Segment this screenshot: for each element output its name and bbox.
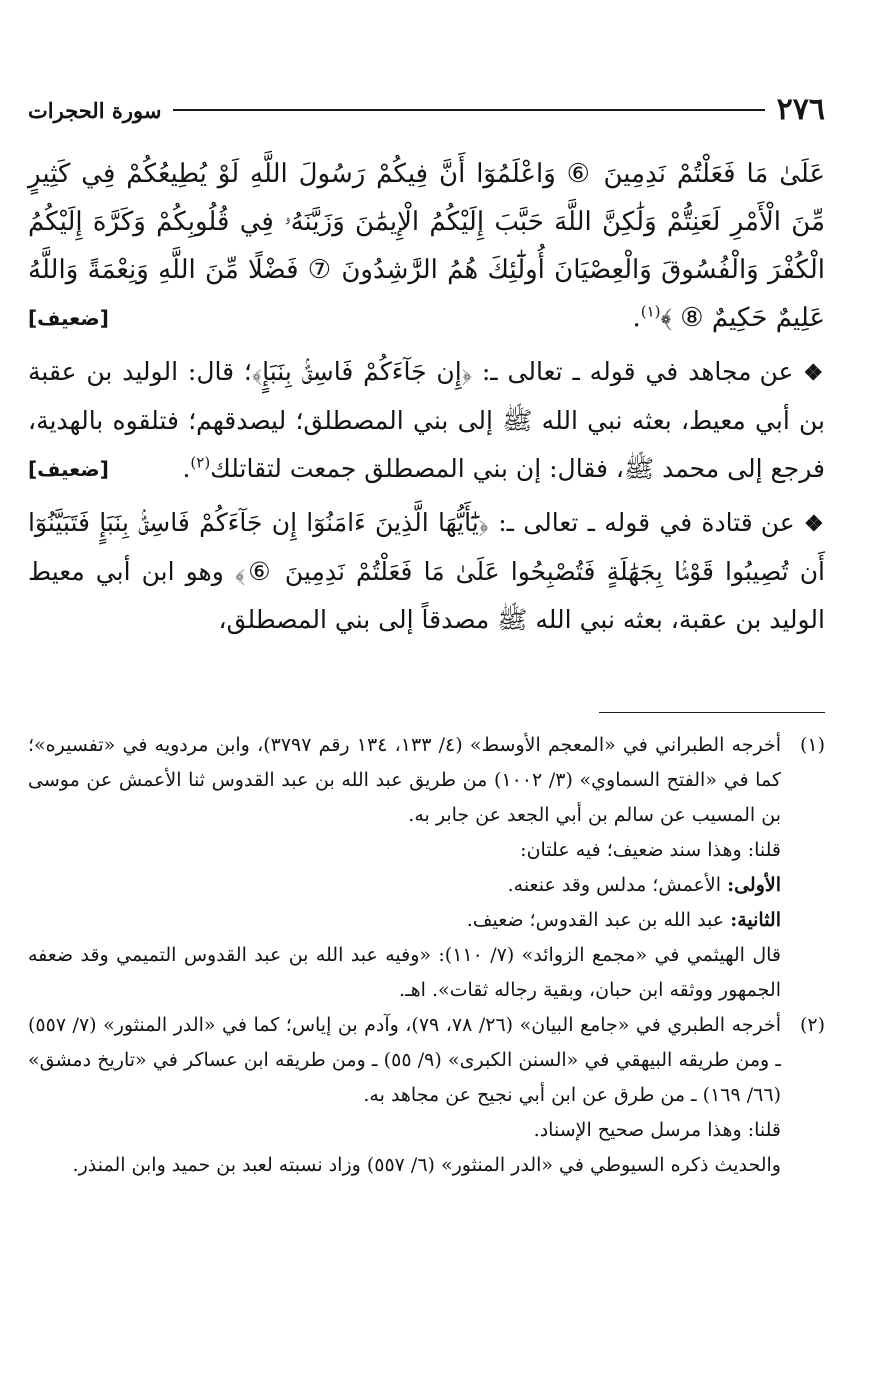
footnote-ref-1[interactable]: (١) (640, 302, 661, 321)
footnote-line: أخرجه الطبراني في «المعجم الأوسط» (٤/ ١٣٣، ١٣٤ رقم ٣٧٩٧)، وابن مردويه في «تفسيره»؛ كما في «الفتح السماوي» (٣/ ١٠٠٢) من طريق عبد الله بن عبد القدوس ثنا الأعمش عن موسى بن المسيب عن سالم بن أبي الجعد عن جابر به. (28, 734, 781, 826)
quran-verse-end: حَكِيمٌ ⑧ ﴾ (660, 303, 768, 333)
footnote-line (28, 868, 781, 903)
main-text (28, 150, 825, 650)
footnote-2 (28, 1008, 825, 1183)
paragraph-qatada (28, 499, 825, 644)
footnote-line (28, 903, 781, 938)
paragraph-mujahid: ❖ عن مجاهد في قوله ـ تعالى ـ: ﴿إِن جَآءَكُمْ فَاسِقٌۢ بِنَبَإٍ﴾؛ قال: الوليد بن عقبة بن أبي معيط، بعثه نبي الله ﷺ إلى بني المصطلق؛ ليصدقهم؛ فتلقوه بالهدية، فرجع إلى محمد ﷺ، فقال: إن بني المصطلق جمعت لتقاتلك$^{(٢)}$. [ضعيف] (28, 348, 825, 493)
quran-verse-text: عَلَىٰ مَا فَعَلْتُمْ نَدِمِينَ ⑥ وَاعْلَمُوٓا أَنَّ فِيكُمْ رَسُولَ اللَّهِ لَوْ يُطِيعُكُمْ فِي كَثِيرٍ مِّنَ الْأَمْرِ لَعَنِتُّمْ وَلَٰكِنَّ اللَّهَ حَبَّبَ إِلَيْكُمُ الْإِيمَٰنَ وَزَيَّنَهُۥ فِي قُلُوبِكُمْ وَكَرَّهَ إِلَيْكُمُ الْكُفْرَ وَالْفُسُوقَ وَالْعِصْيَانَ أُولَٰٓئِكَ هُمُ الرَّٰشِدُونَ ⑦ فَضْلًا مِّنَ اللَّهِ وَنِعْمَةً وَاللَّهُ عَلِيمٌ (28, 159, 825, 333)
grade-label: [ضعيف] (28, 306, 109, 330)
header-rule (173, 109, 764, 111)
footnote-number: (٢) (799, 1014, 825, 1036)
footnote-label: الأولى: (727, 874, 781, 896)
footnote-body (28, 1008, 781, 1183)
footnote-body (28, 728, 781, 1008)
footnote-text: عبد الله بن عبد القدوس؛ ضعيف. (466, 909, 725, 931)
footnote-number: (١) (799, 734, 825, 756)
footnote-label: الثانية: (730, 909, 781, 931)
footnote-line: قال الهيثمي في «مجمع الزوائد» (٧/ ١١٠): «وفيه عبد الله بن عبد القدوس التميمي وقد ضعفه الجمهور ووثقه ابن حبان، وبقية رجاله ثقات». اهـ. (28, 944, 781, 1001)
paragraph-text: عن قتادة في قوله ـ تعالى ـ: ﴿يَٰٓأَيُّهَا الَّذِينَ ءَامَنُوٓا إِن جَآءَكُمْ فَاسِقٌۢ بِنَبَإٍ فَتَبَيَّنُوٓا أَن تُصِيبُوا قَوْمًۢا بِجَهَٰلَةٍ فَتُصْبِحُوا عَلَىٰ مَا فَعَلْتُمْ نَدِمِينَ ⑥﴾ وهو ابن أبي معيط الوليد بن عقبة، بعثه نبي الله ﷺ مصدقاً إلى بني المصطلق، (28, 508, 825, 634)
surah-title: سورة الحجرات (28, 97, 162, 123)
footnote-separator (599, 712, 825, 713)
footnote-ref-2[interactable]: (٢) (190, 453, 211, 472)
paragraph-text: عن مجاهد في قوله ـ تعالى ـ: ﴿إِن جَآءَكُمْ فَاسِقٌۢ بِنَبَإٍ﴾؛ قال: الوليد بن عقبة بن أبي معيط، بعثه نبي الله ﷺ إلى بني المصطلق؛ ليصدقهم؛ فتلقوه بالهدية، فرجع إلى محمد ﷺ، فقال: إن بني المصطلق جمعت لتقاتلك (28, 357, 825, 483)
footnote-1 (28, 728, 825, 1008)
footnote-text: الأعمش؛ مدلس وقد عنعنه. (507, 874, 722, 896)
footnote-line: والحديث ذكره السيوطي في «الدر المنثور» (٦/ ٥٥٧) وزاد نسبته لعبد بن حميد وابن المنذر. (72, 1154, 781, 1176)
footnote-line: أخرجه الطبري في «جامع البيان» (٢٦/ ٧٨، ٧٩)، وآدم بن إياس؛ كما في «الدر المنثور» (٧/ ٥٥٧) ـ ومن طريقه البيهقي في «السنن الكبرى» (٩/ ٥٥) ـ ومن طريقه ابن عساكر في «تاريخ دمشق» (٦٦/ ١٦٩) ـ من طرق عن ابن أبي نجيح عن مجاهد به. (28, 1014, 782, 1106)
footnote-line: قلنا: وهذا سند ضعيف؛ فيه علتان: (520, 839, 781, 861)
grade-label: [ضعيف] (28, 457, 109, 481)
page-number: ٢٧٦ (776, 92, 825, 127)
footnotes (28, 728, 825, 1183)
footnote-line: قلنا: وهذا مرسل صحيح الإسناد. (533, 1119, 781, 1141)
quran-verses: عَلَىٰ مَا فَعَلْتُمْ نَدِمِينَ ⑥ وَاعْلَمُوٓا أَنَّ فِيكُمْ رَسُولَ اللَّهِ لَوْ يُطِيعُكُمْ فِي كَثِيرٍ مِّنَ الْأَمْرِ لَعَنِتُّمْ وَلَٰكِنَّ اللَّهَ حَبَّبَ إِلَيْكُمُ الْإِيمَٰنَ وَزَيَّنَهُۥ فِي قُلُوبِكُمْ وَكَرَّهَ إِلَيْكُمُ الْكُفْرَ وَالْفُسُوقَ وَالْعِصْيَانَ أُولَٰٓئِكَ هُمُ الرَّٰشِدُونَ ⑦ فَضْلًا مِّنَ اللَّهِ وَنِعْمَةً وَاللَّهُ عَلِيمٌ حَكِيمٌ ⑧ ﴾$^{(١)}$. [ضعيف] (28, 150, 825, 342)
diamond-ornament-icon: ❖ (803, 511, 825, 537)
diamond-ornament-icon: ❖ (803, 360, 825, 386)
page-header (28, 90, 825, 130)
